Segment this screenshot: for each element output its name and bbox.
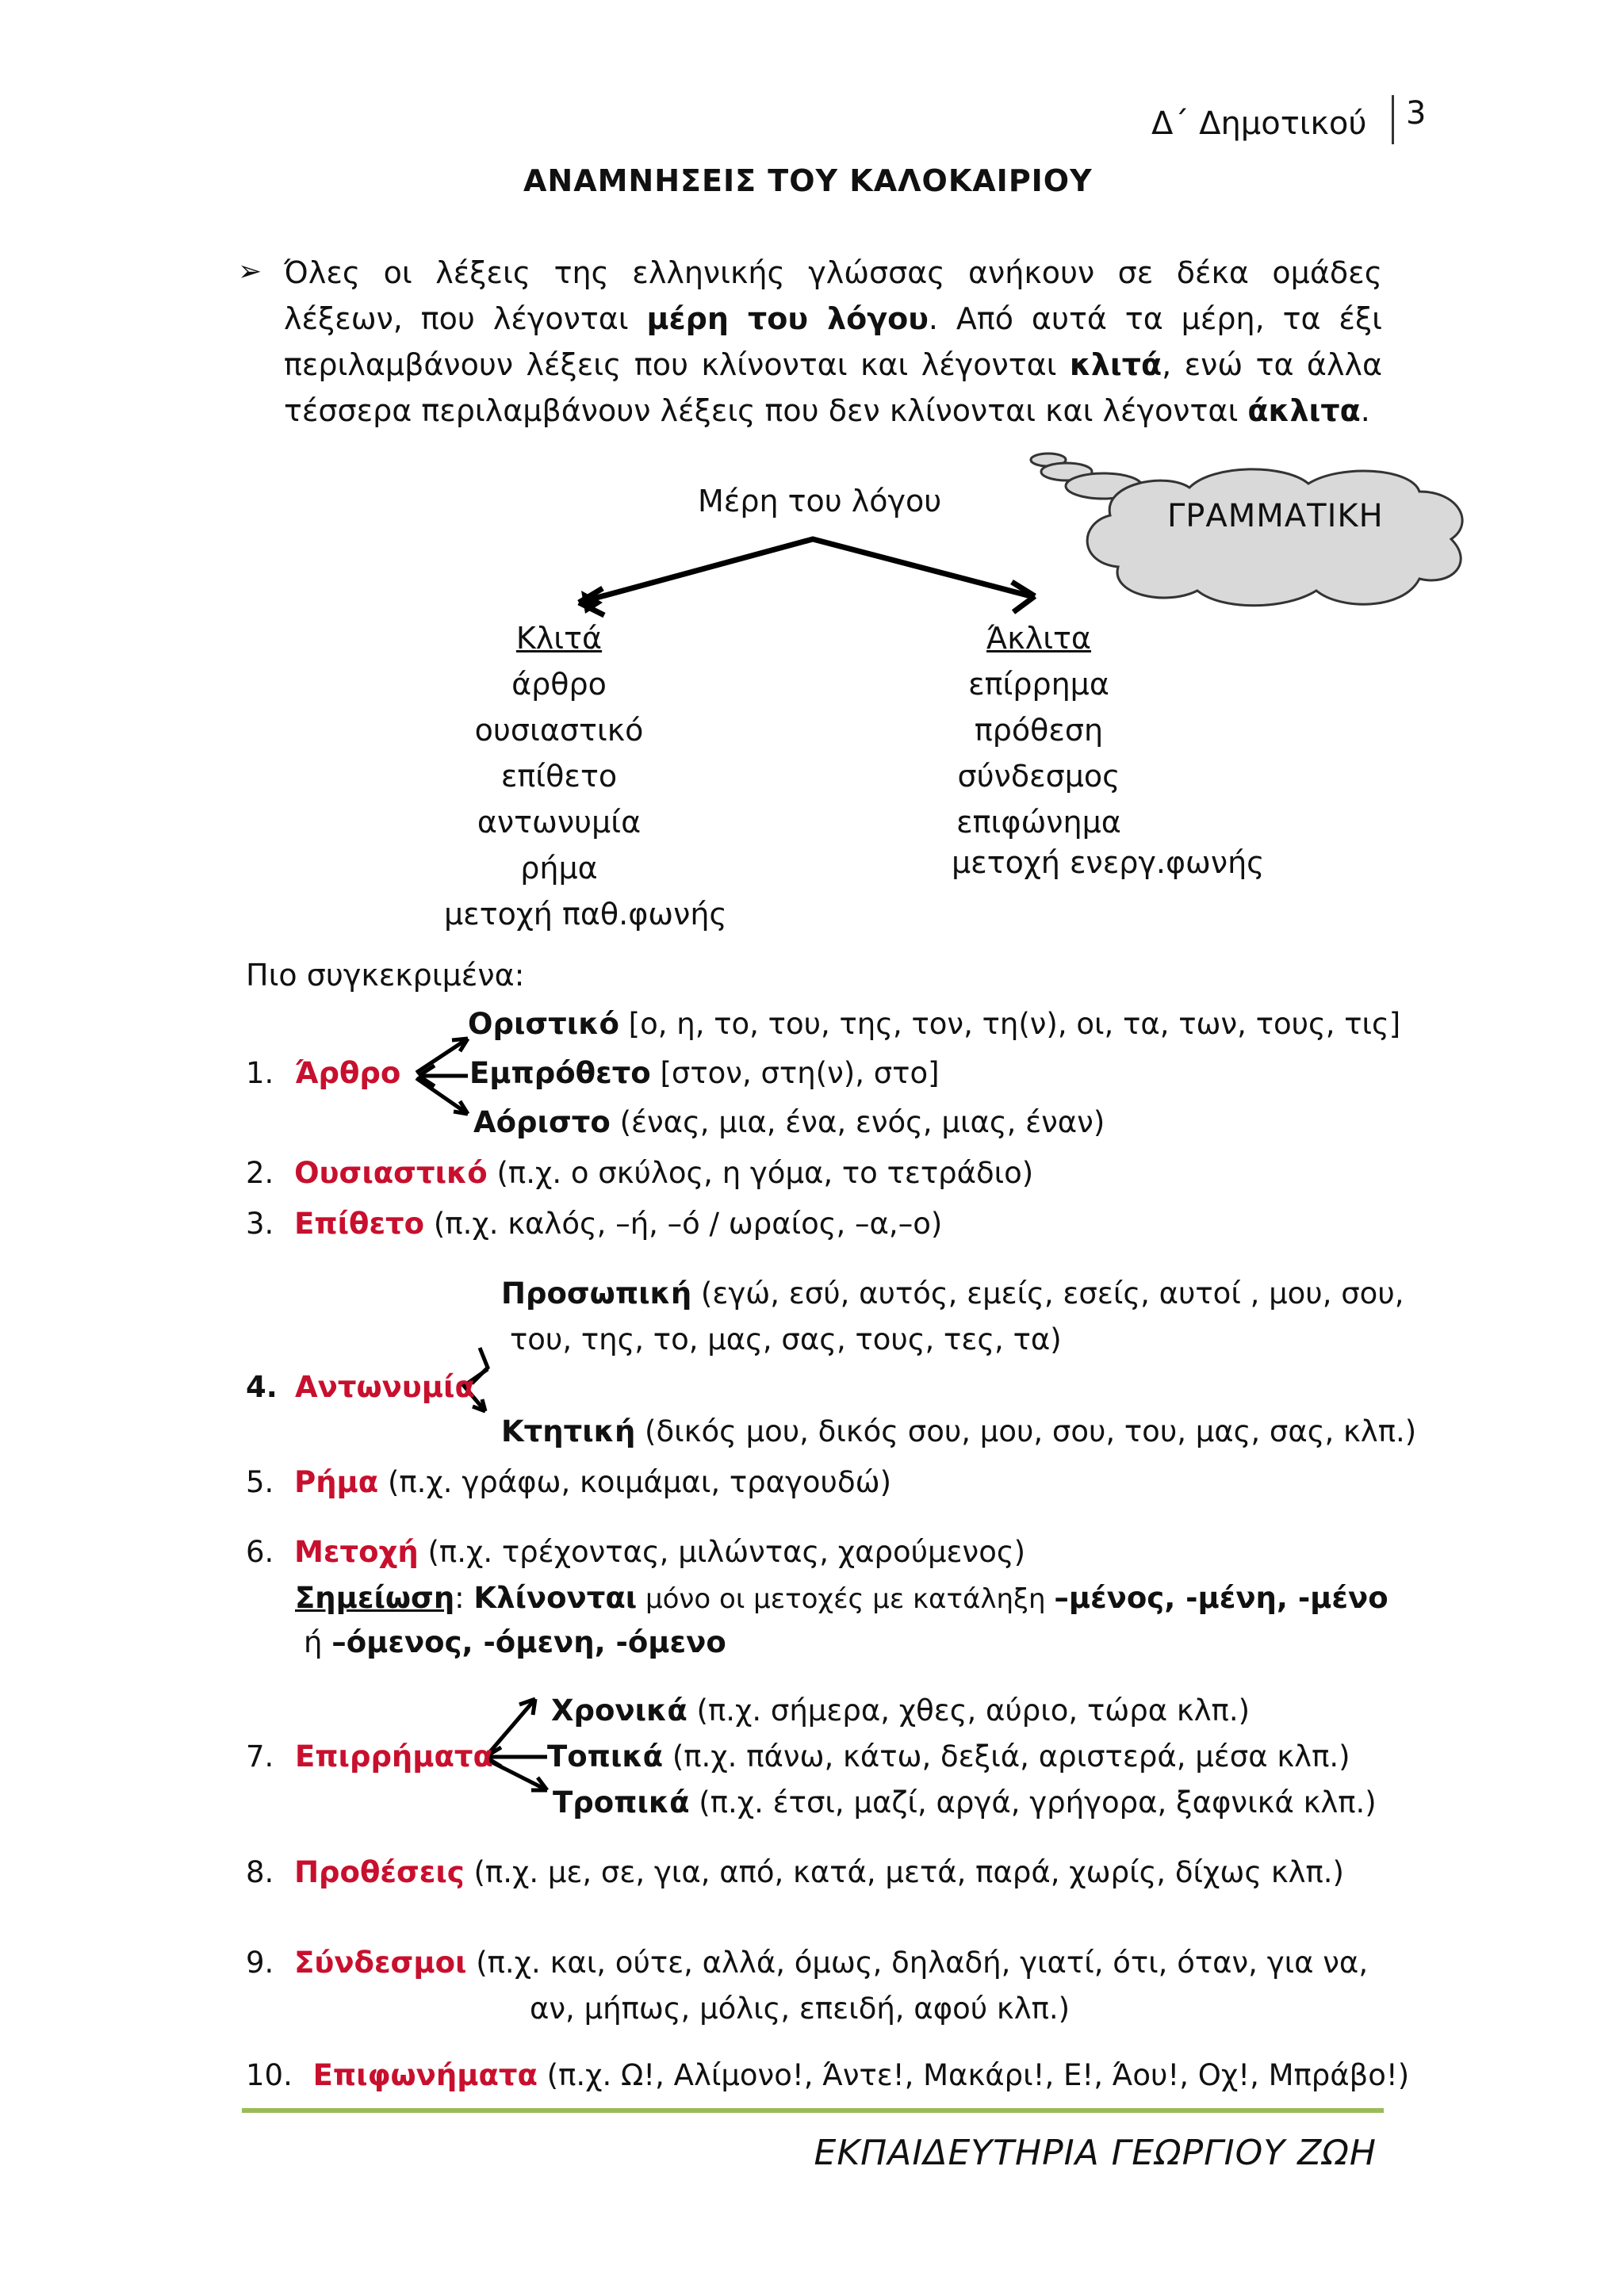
item-name-interjections: Επιφωνήματα (312, 2058, 538, 2092)
pronoun-personal-label: Προσωπική (501, 1276, 692, 1311)
intro-text: Όλες οι λέξεις της ελληνικής γλώσσας ανήκουν σε δέκα ομάδες λέξεων, που λέγονται (284, 255, 1382, 336)
diagram-root-label: Μέρη του λόγου (698, 484, 942, 519)
indeclinable-item: μετοχή ενεργ.φωνής (952, 845, 1265, 880)
intro-bold-parts-of-speech: μέρη του λόγου (646, 301, 929, 336)
pronoun-personal-examples: (εγώ, εσύ, αυτός, εμείς, εσείς, αυτοί , μου, σου, (691, 1276, 1404, 1311)
item-row-conjunctions (246, 1946, 1368, 1980)
indeclinable-item: επίρρημα (968, 667, 1109, 702)
pronoun-personal (501, 1276, 1404, 1311)
item-examples: (π.χ. τρέχοντας, μιλώντας, χαρούμενος) (418, 1535, 1026, 1569)
footer-divider (242, 2108, 1384, 2113)
intro-bold-indeclinable: άκλιτα (1247, 393, 1361, 428)
note-endings: –μένος, -μένη, -μένο (1054, 1581, 1388, 1615)
declinable-item: επίθετο (500, 759, 618, 794)
item-name-conjunctions: Σύνδεσμοι (294, 1946, 467, 1980)
declinable-column (444, 615, 727, 937)
diagram-arrows (579, 539, 1035, 615)
note-bold: Κλίνονται (473, 1581, 638, 1615)
item-name-participle: Μετοχή (294, 1535, 419, 1569)
article-prepositional-label: Εμπρόθετο (469, 1056, 651, 1090)
indeclinable-title: Άκλιτα (986, 621, 1091, 656)
item-examples: (π.χ. και, ούτε, αλλά, όμως, δηλαδή, γιατί, ότι, όταν, για να, (466, 1946, 1369, 1980)
item-row-verb (246, 1465, 891, 1499)
item-row-adjective (246, 1207, 942, 1241)
declinable-item: άρθρο (511, 667, 607, 702)
article-definite-label: Οριστικό (468, 1007, 619, 1041)
pronoun-possessive (501, 1414, 1416, 1448)
item-examples: (π.χ. ο σκύλος, η γόμα, το τετράδιο) (487, 1156, 1034, 1190)
specifically-label: Πιο συγκεκριμένα: (246, 958, 525, 993)
note-label: Σημείωση (295, 1581, 455, 1615)
adverb-local (547, 1739, 1350, 1774)
item-number: 8. (246, 1855, 274, 1889)
indeclinable-item: επιφώνημα (956, 805, 1121, 840)
item-number: 9. (246, 1946, 274, 1980)
footer-school-name: ΕΚΠΑΙΔΕΥΤΗΡΙΑ ΓΕΩΡΓΙΟΥ ΖΩΗ (814, 2133, 1377, 2173)
item-number: 7. (246, 1739, 274, 1774)
cloud-label: ΓΡΑΜΜΑΤΙΚΗ (1167, 498, 1384, 534)
indeclinable-item: σύνδεσμος (957, 759, 1120, 794)
item-row-participle (246, 1535, 1025, 1569)
conjunctions-examples-cont: αν, μήπως, μόλις, επειδή, αφού κλπ.) (530, 1992, 1071, 2026)
declinable-item: αντωνυμία (477, 805, 642, 840)
intro-text: . (1360, 393, 1370, 428)
item-number: 5. (246, 1465, 274, 1499)
intro-bold-declinable: κλιτά (1069, 347, 1162, 382)
item-name-article: Άρθρο (295, 1056, 401, 1090)
adverb-local-examples: (π.χ. πάνω, κάτω, δεξιά, αριστερά, μέσα κλπ.) (663, 1739, 1350, 1774)
item-examples: (π.χ. Ω!, Αλίμονο!, Άντε!, Μακάρι!, Ε!, Άου!, Οχ!, Μπράβο!) (537, 2058, 1410, 2092)
item-row-prepositions (246, 1855, 1344, 1889)
note-colon: : (454, 1581, 474, 1615)
adverb-temporal (551, 1693, 1250, 1728)
pronoun-possessive-label: Κτητική (501, 1414, 636, 1448)
item-number: 6. (246, 1535, 274, 1569)
item-number: 4. (246, 1370, 278, 1404)
adverb-manner-label: Τροπικά (553, 1785, 690, 1820)
declinable-item: ουσιαστικό (474, 713, 644, 748)
adverb-temporal-label: Χρονικά (551, 1693, 688, 1728)
item-number: 3. (246, 1207, 274, 1241)
note-or: ή (304, 1625, 332, 1659)
indeclinable-item: πρόθεση (974, 713, 1104, 748)
item-row-noun (246, 1156, 1033, 1190)
adverb-manner-examples: (π.χ. έτσι, μαζί, αργά, γρήγορα, ξαφνικά κλπ.) (689, 1785, 1377, 1820)
item-row-interjections (246, 2058, 1409, 2092)
adverb-local-label: Τοπικά (547, 1739, 664, 1774)
item-name-adjective: Επίθετο (294, 1207, 425, 1241)
note-endings: –όμενος, -όμενη, -όμενο (331, 1625, 726, 1659)
item-name-noun: Ουσιαστικό (294, 1156, 488, 1190)
article-definite-examples: [ο, η, το, του, της, τον, τη(ν), οι, τα, των, τους, τις] (619, 1007, 1401, 1041)
adverb-temporal-examples: (π.χ. σήμερα, χθες, αύριο, τώρα κλπ.) (687, 1693, 1251, 1728)
item-number: 2. (246, 1156, 274, 1190)
pronoun-personal-examples-cont: του, της, το, μας, σας, τους, τες, τα) (510, 1322, 1062, 1357)
article-indefinite-examples: (ένας, μια, ένα, ενός, μιας, έναν) (610, 1105, 1105, 1139)
item-examples: (π.χ. γράφω, κοιμάμαι, τραγουδώ) (378, 1465, 892, 1499)
article-definite (468, 1007, 1400, 1041)
adverb-manner (553, 1785, 1377, 1820)
item-name-adverbs: Επιρρήματα (295, 1739, 493, 1774)
article-indefinite (473, 1105, 1105, 1139)
declinable-item: μετοχή παθ.φωνής (444, 897, 727, 932)
item-number: 1. (246, 1056, 274, 1090)
item-examples: (π.χ. καλός, –ή, –ό / ωραίος, –α,–ο) (424, 1207, 943, 1241)
article-prepositional (469, 1056, 940, 1090)
page-title: ΑΝΑΜΝΗΣΕΙΣ ΤΟΥ ΚΑΛΟΚΑΙΡΙΟΥ (523, 163, 1093, 198)
item-name-pronoun: Αντωνυμία (295, 1370, 475, 1404)
header-class-label: Δ΄ Δημοτικού (1151, 105, 1367, 142)
note-text: μόνο οι μετοχές με κατάληξη (637, 1583, 1055, 1615)
item-name-verb: Ρήμα (294, 1465, 379, 1499)
declinable-title: Κλιτά (515, 621, 603, 656)
declinable-item: ρήμα (520, 851, 598, 886)
participle-note (295, 1581, 1388, 1615)
item-number: 10. (246, 2058, 293, 2092)
bullet-arrow-icon: ➢ (238, 255, 262, 288)
item-examples: (π.χ. με, σε, για, από, κατά, μετά, παρά, χωρίς, δίχως κλπ.) (464, 1855, 1344, 1889)
article-indefinite-label: Αόριστο (473, 1105, 611, 1139)
article-prepositional-examples: [στον, στη(ν), στο] (650, 1056, 940, 1090)
item-name-prepositions: Προθέσεις (294, 1855, 465, 1889)
page-number: 3 (1406, 95, 1427, 132)
intro-text: . Από αυτά τα μέρη, τα έξι περιλαμβάνουν λέξεις που κλίνονται και λέγονται (284, 301, 1383, 382)
indeclinable-column (920, 615, 1158, 845)
intro-text: , ενώ τα άλλα τέσσερα περιλαμβάνουν λέξεις που δεν κλίνονται και λέγονται (284, 347, 1382, 428)
pronoun-possessive-examples: (δικός μου, δικός σου, μου, σου, του, μας, σας, κλπ.) (635, 1414, 1417, 1448)
participle-note-cont (304, 1625, 726, 1659)
